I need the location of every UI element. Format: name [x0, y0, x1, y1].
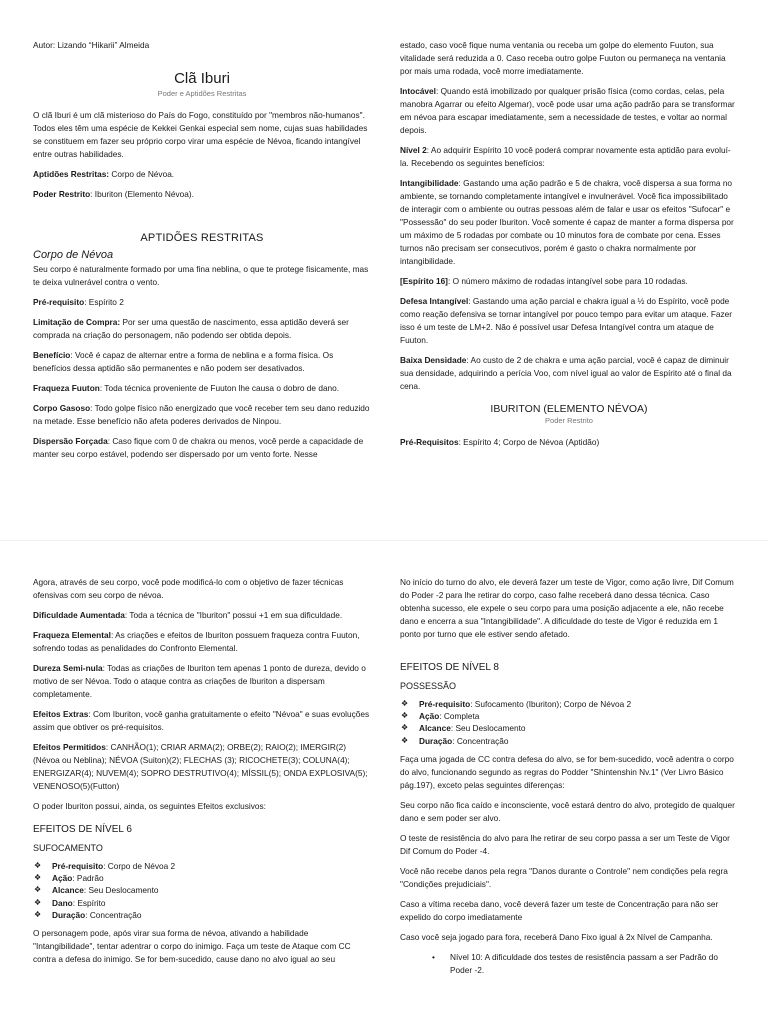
- increased-difficulty-paragraph: Dificuldade Aumentada: Toda a técnica de "Iburiton" possui +1 em sua dificuldade.: [33, 610, 343, 620]
- possession-paragraph-3: O teste de resistência do alvo para lhe retirar de seu corpo passa a ser um Teste de Vigor Dif Comum do Poder -4.: [400, 832, 730, 856]
- page-2-right-column: [400, 576, 738, 977]
- diamond-bullet-icon: ❖: [34, 909, 42, 919]
- power-heading: IBURITON (ELEMENTO NÉVOA): [490, 403, 648, 415]
- diamond-bullet-icon: ❖: [34, 873, 42, 883]
- gaseous-body-paragraph: Corpo Gasoso: Todo golpe físico não energizado que você receber tem seu dano reduzido na metade. Esse benefício não afeta poderes derivados de Ninpou.: [33, 403, 370, 426]
- low-density-paragraph: Baixa Densidade: Ao custo de 2 de chakra e uma ação parcial, você é capaz de diminuir sua densidade, adquirindo a perícia Voo, com nível igual ao valor de Espírito até o final da cena.: [400, 355, 732, 391]
- diamond-bullet-icon: ❖: [401, 699, 409, 708]
- possession-attributes: [400, 698, 738, 747]
- level-8-effects-heading: EFEITOS DE NÍVEL 8: [400, 662, 499, 673]
- aptitude-description: Seu corpo é naturalmente formado por uma fina neblina, o que te protege fisicamente, mas te deixa vulnerável contra o vento.: [33, 264, 369, 287]
- fuuton-weakness-paragraph: Fraqueza Fuuton: Toda técnica proveniente de Fuuton lhe causa o dobro de dano.: [33, 383, 340, 393]
- spirit-16-paragraph: [Espírito 16]: O número máximo de rodadas intangível sobe para 10 rodadas.: [400, 276, 688, 286]
- list-item-text: Alcance: Seu Deslocamento: [52, 885, 159, 896]
- list-item: [401, 735, 738, 747]
- aptitude-heading: Corpo de Névoa: [33, 249, 114, 261]
- document-page-2: [0, 540, 768, 1024]
- page-1-left-column: [33, 39, 371, 468]
- list-item-text: Dano: Espírito: [52, 897, 106, 908]
- possession-paragraph-4: Você não recebe danos pela regra "Danos durante o Controle" nem condições pela regra "Condições prejudiciais".: [400, 865, 728, 889]
- diamond-bullet-icon: ❖: [34, 897, 42, 907]
- possession-paragraph-1: Faça uma jogada de CC contra defesa do alvo, se for bem-sucedido, você adentra o corpo do alvo, funcionando segundo as regras do Podder "Shintenshin Nv.1" (Ver Livro Básico pág.197), exceto pelas seguintes diferenças:: [400, 753, 734, 790]
- list-item-text: Pré-requisito: Corpo de Névoa 2: [52, 861, 176, 871]
- level-10-list: [400, 951, 738, 977]
- list-item-text: Pré-requisito: Sufocamento (Iburiton); Corpo de Névoa 2: [419, 699, 632, 709]
- intangible-defense-paragraph: Defesa Intangível: Gastando uma ação parcial e chakra igual a ½ do Espírito, você pode como reação defensiva se tornar intangível por pouco tempo para evitar um ataque. Fazer isso é um teste de LM+2. Não é possível usar Defesa Intangível contra um ataque de Fuuton.: [400, 296, 733, 345]
- page-1-right-column: [400, 39, 738, 456]
- section-heading-aptitudes: APTIDÕES RESTRITAS: [140, 232, 264, 244]
- diamond-bullet-icon: ❖: [401, 735, 409, 745]
- exclusive-effects-line: O poder Iburiton possui, ainda, os seguintes Efeitos exclusivos:: [33, 801, 266, 811]
- suffocation-heading: SUFOCAMENTO: [33, 843, 103, 853]
- allowed-effects-paragraph: Efeitos Permitidos: CANHÃO(1); CRIAR ARMA(2); ORBE(2); RAIO(2); IMERGIR(2) (Névoa ou Neblina); NÉVOA (Suiton)(2); FLECHAS (3); RICOCHETE(3); COLUNA(4); ENERGIZAR(4); NUVEM(4); SOPRO DESTRUTIVO(4); MÍSSIL(5); ONDA EXPLOSIVA(5); VENENOSO(5)(Futton): [33, 742, 368, 791]
- suffocation-continuation: No início do turno do alvo, ele deverá fazer um teste de Vigor, como ação livre, Dif Comum do Poder -2 para lhe retirar do corpo, caso falhe receberá dano dessa técnica. Caso obtenha sucesso, ele expele o seu corpo para uma posição adjacente a ele, não recebe dano e encerra a sua "Intangibilidade". A dificuldade do teste de Vigor é reduzida em 1 ponto por turno que ele estiver sendo afetado.: [400, 577, 734, 639]
- list-item: [34, 872, 371, 884]
- diamond-bullet-icon: ❖: [34, 861, 42, 870]
- purchase-limit-paragraph: Limitação de Compra: Por ser uma questão de nascimento, essa aptidão deverá ser comprada na criação do personagem, não podendo ser obtida depois.: [33, 317, 349, 340]
- level-6-effects-heading: EFEITOS DE NÍVEL 6: [33, 824, 132, 835]
- list-item: • Nível 10: A dificuldade dos testes de resistência passam a ser Padrão do Poder -2.: [432, 951, 718, 975]
- elemental-weakness-paragraph: Fraqueza Elemental: As criações e efeitos de Iburiton possuem fraqueza contra Fuuton, sofrendo todas as penalidades do Confronto Elemental.: [33, 630, 360, 653]
- diamond-bullet-icon: ❖: [401, 711, 409, 721]
- page-2-left-column: [33, 576, 371, 973]
- list-item-text: Ação: Padrão: [52, 873, 104, 884]
- restricted-power-line: Poder Restrito: Iburiton (Elemento Névoa).: [33, 189, 194, 199]
- benefit-paragraph: Benefício: Você é capaz de alternar entre a forma de neblina e a forma física. Os benefícios dessa aptidão são permanentes e não podem ser desativados.: [33, 350, 334, 373]
- extra-effects-paragraph: Efeitos Extras: Com Iburiton, você ganha gratuitamente o efeito "Névoa" e suas evoluções assim que obtiver os pré-requisitos.: [33, 709, 370, 732]
- diamond-bullet-icon: ❖: [34, 885, 42, 895]
- list-item: [401, 710, 738, 722]
- list-item: [401, 722, 738, 734]
- dispersion-continuation: estado, caso você fique numa ventania ou receba um golpe do elemento Fuuton, sua vitalidade será reduzida a 0. Caso receba outro golpe Fuuton ou permaneça na ventania por mais uma rodada, você morre imediatamente.: [400, 40, 726, 76]
- list-item: [34, 884, 371, 896]
- list-item: [401, 698, 738, 710]
- diamond-bullet-icon: ❖: [401, 723, 409, 733]
- power-prerequisites-line: Pré-Requisitos: Espírito 4; Corpo de Névoa (Aptidão): [400, 437, 600, 447]
- forced-dispersion-paragraph: Dispersão Forçada: Caso fique com 0 de chakra ou menos, você perde a capacidade de manter seu corpo estável, podendo ser dispersado por um vento forte. Nesse: [33, 436, 364, 459]
- list-item: [34, 897, 371, 909]
- suffocation-attributes: [33, 860, 371, 921]
- semi-null-hardness-paragraph: Dureza Semi-nula: Todas as criações de Iburiton tem apenas 1 ponto de dureza, devido o motivo de ser Névoa. Todo o ataque contra as criações de Iburiton a dispersam completamente.: [33, 663, 366, 699]
- level-2-paragraph: Nível 2: Ao adquirir Espírito 10 você poderá comprar novamente esta aptidão para evoluí-la. Recebendo os seguintes benefícios:: [400, 145, 731, 168]
- list-item: [34, 909, 371, 921]
- possession-paragraph-2: Seu corpo não fica caído e inconsciente, você estará dentro do alvo, protegido de qualquer dano e sem poder ser alvo.: [400, 799, 735, 823]
- bullet-icon: •: [432, 951, 435, 962]
- list-item-text: Ação: Completa: [419, 711, 480, 722]
- power-subheading: Poder Restrito: [545, 416, 593, 425]
- iburiton-intro-paragraph: Agora, através de seu corpo, você pode modificá-lo com o objetivo de fazer técnicas ofensivas com seu corpo de névoa.: [33, 577, 344, 600]
- list-item: [34, 860, 371, 872]
- intro-paragraph: O clã Iburi é um clã misterioso do País do Fogo, constituído por "membros não-humanos". Todos eles têm uma espécie de Kekkei Genkai especial sem nome, cujas suas habilidades se constituem em fazer seu próprio corpo virar uma espécie de Névoa, ficando intangível entre outras habilidades.: [33, 110, 368, 159]
- possession-paragraph-5: Caso a vítima receba dano, você deverá fazer um teste de Concentração para não ser expelido do corpo imediatamente: [400, 898, 719, 922]
- author-line: Autor: Lizando “Hikarii” Almeida: [33, 40, 150, 50]
- document-subtitle: Poder e Aptidões Restritas: [157, 89, 247, 98]
- prerequisite-line: Pré-requisito: Espírito 2: [33, 297, 124, 307]
- possession-paragraph-6: Caso você seja jogado para fora, receberá Dano Fixo igual à 2x Nível de Campanha.: [400, 931, 713, 942]
- suffocation-description: O personagem pode, após virar sua forma de névoa, ativando a habilidade "Intangibilidade", tentar adentrar o corpo do inimigo. Faça um teste de Ataque com CC contra a defesa do inimigo. Se for bem-sucedido, cause dano no alvo igual ao seu: [33, 928, 351, 965]
- untouchable-paragraph: Intocável: Quando está imobilizado por qualquer prisão física (como cordas, celas, pela manobra Agarrar ou efeito Algemar), você pode usar uma ação padrão para se transformar em névoa para escapar imediatamente, sem a necessidade de testes, e voltar ao normal depois.: [400, 86, 735, 135]
- intangibility-paragraph: Intangibilidade: Gastando uma ação padrão e 5 de chakra, você dispersa a sua forma no ambiente, se tornando completamente intangível e invulnerável. Você fica impossibilitado de interagir com o ambiente ou outras pessoas além de falar e usar os efeitos "Sufocar" e "Possessão" do seu poder Iburiton. Você somente é capaz de manter a forma dispersa por um máximo de 5 rodadas por combate ou 10 minutos fora de combate por cena. Esses turnos não precisam ser consecutivos, porém é gasto o chakra normalmente por intangibilidade.: [400, 178, 734, 266]
- list-item-text: Duração: Concentração: [419, 735, 509, 746]
- possession-heading: POSSESSÃO: [400, 681, 457, 691]
- document-title: Clã Iburi: [174, 70, 230, 87]
- list-item-text: Duração: Concentração: [52, 909, 142, 920]
- list-item-text: Alcance: Seu Deslocamento: [419, 723, 526, 734]
- restricted-aptitudes-line: Aptidões Restritas: Corpo de Névoa.: [33, 169, 175, 179]
